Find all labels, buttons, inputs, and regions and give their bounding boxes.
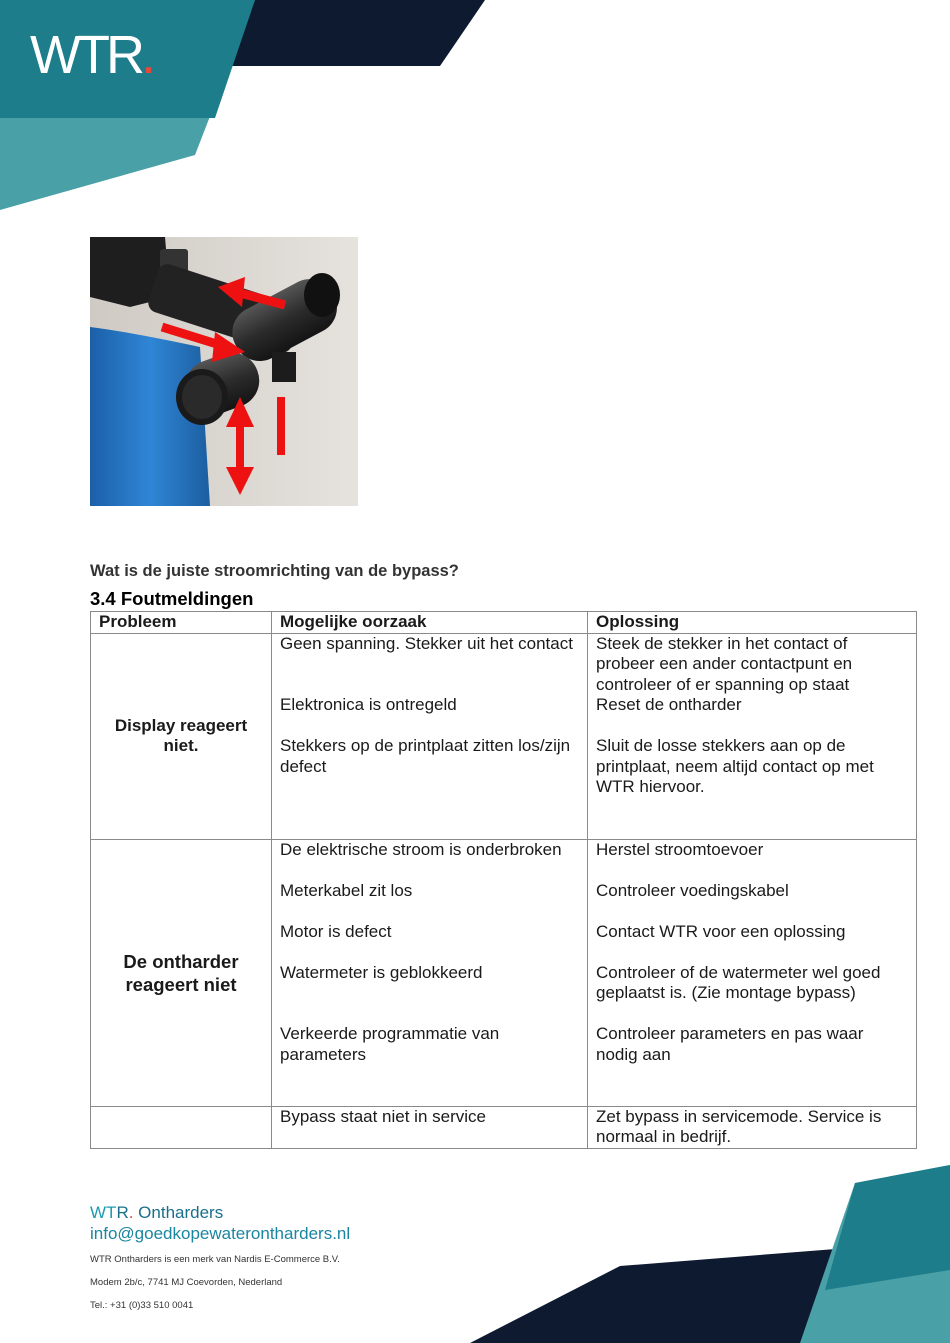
cause-item: Meterkabel zit los [280,880,413,900]
solution-item: Controleer voedingskabel [596,880,789,900]
photo-caption: Wat is de juiste stroomrichting van de bypass? [90,562,459,580]
cause-cell: Bypass staat niet in service [272,1106,588,1148]
cause-item: Elektronica is ontregeld [280,695,457,714]
cause-item: Stekkers op de printplaat zitten los/zijn defect [280,736,571,776]
footer [90,1203,350,1311]
cause-item: Motor is defect [280,921,392,941]
solution-item: Sluit de losse stekkers aan op de printplaat, neem altijd contact op met WTR hiervoor. [596,736,874,796]
problem-cell: De ontharder reageert niet [91,839,272,1106]
problem-cell [91,1106,272,1148]
header-solution: Oplossing [588,612,917,634]
footer-email[interactable]: info@goedkopewaterontharders.nl [90,1224,351,1243]
footer-company: WTR Ontharders is een merk van Nardis E-Commerce B.V. [90,1254,340,1265]
footer-brand: WTR. Ontharders [90,1203,224,1222]
cause-cell [272,633,588,839]
solution-item: Controleer parameters en pas waar nodig aan [596,1024,864,1064]
solution-cell: Zet bypass in servicemode. Service is normaal in bedrijf. [588,1106,917,1148]
table-row [91,1106,917,1148]
footer-phone[interactable]: Tel.: +31 (0)33 510 0041 [90,1300,194,1311]
table-row [91,633,917,839]
header-cause: Mogelijke oorzaak [272,612,588,634]
solution-item: Herstel stroomtoevoer [596,839,764,859]
bypass-valve-photo [90,237,358,506]
header-problem: Probleem [91,612,272,634]
table-header-row [91,612,917,634]
cause-cell [272,839,588,1106]
section-title: 3.4 Foutmeldingen [90,588,254,609]
solution-item: Controleer of de watermeter wel goed geplaatst is. (Zie montage bypass) [596,962,881,1002]
wtr-logo: WTR. [30,25,156,85]
cause-item: Watermeter is geblokkeerd [280,962,483,982]
solution-cell [588,839,917,1106]
solution-cell [588,633,917,839]
problem-cell: Display reageert niet. [91,633,272,839]
solution-item: Reset de ontharder [596,695,742,714]
solution-item: Steek de stekker in het contact of probeer een ander contactpunt en controleer of er spanning op staat [596,633,853,694]
solution-item: Contact WTR voor een oplossing [596,921,846,941]
cause-item: Verkeerde programmatie van parameters [280,1024,500,1064]
fault-table [90,611,917,1149]
table-row [91,839,917,1106]
footer-address: Modem 2b/c, 7741 MJ Coevorden, Nederland [90,1277,283,1288]
cause-item: De elektrische stroom is onderbroken [280,839,562,859]
cause-item: Geen spanning. Stekker uit het contact [280,633,573,653]
